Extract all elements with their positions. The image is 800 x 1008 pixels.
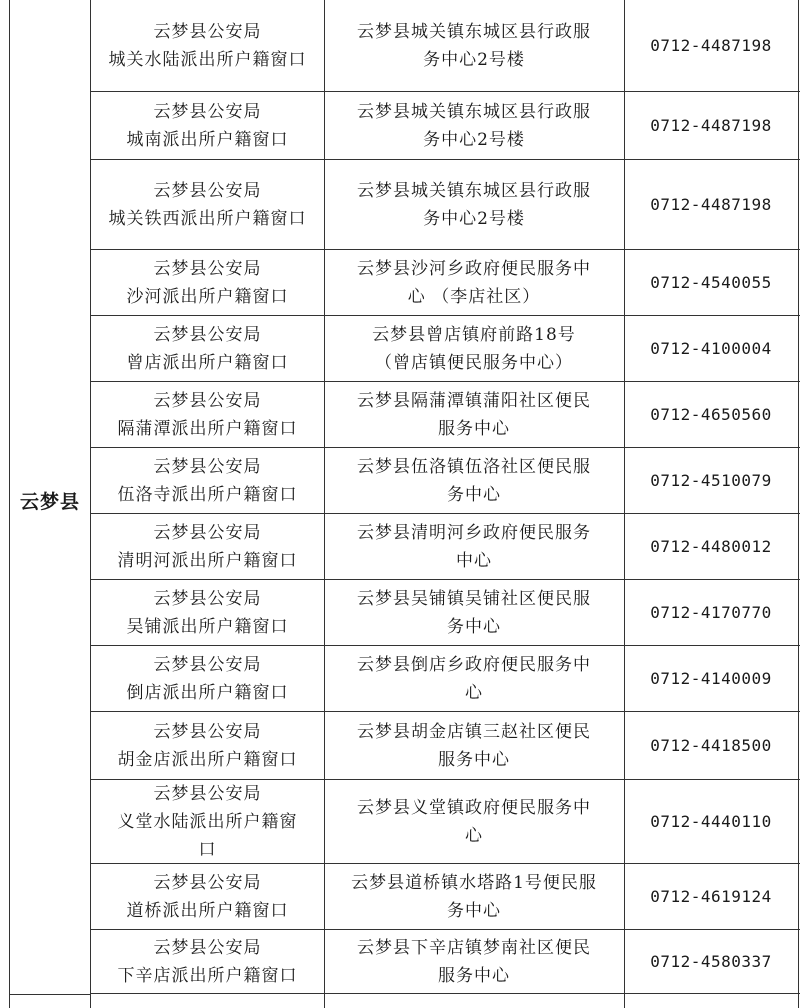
- row-divider: [90, 993, 800, 994]
- phone-cell: [624, 580, 798, 646]
- row-divider: [90, 579, 800, 580]
- table-row: [91, 780, 800, 864]
- row-divider: [90, 929, 800, 930]
- office-cell-text: 云梦县公安局 下辛店派出所户籍窗口: [117, 938, 298, 986]
- address-cell: [324, 780, 624, 864]
- row-divider: [90, 91, 800, 92]
- office-cell: [91, 514, 324, 580]
- phone-cell-text: 0712-4170770: [650, 603, 772, 622]
- phone-cell: [624, 864, 798, 930]
- table-row: [91, 250, 800, 316]
- office-cell-text: 云梦县公安局 隔蒲潭派出所户籍窗口: [117, 391, 298, 439]
- phone-cell-text: 0712-4487198: [650, 36, 772, 55]
- address-cell-text: 云梦县城关镇东城区县行政服 务中心2号楼: [357, 22, 591, 70]
- row-divider: [90, 863, 800, 864]
- row-divider: [90, 315, 800, 316]
- phone-cell-text: 0712-4487198: [650, 195, 772, 214]
- address-cell: [324, 864, 624, 930]
- office-cell: [91, 382, 324, 448]
- phone-cell: [624, 382, 798, 448]
- address-cell-text: 云梦县城关镇东城区县行政服 务中心2号楼: [357, 102, 591, 150]
- address-cell-text: 云梦县清明河乡政府便民服务 中心: [357, 523, 591, 571]
- phone-cell-text: 0712-4100004: [650, 339, 772, 358]
- address-cell-text: 云梦县下辛店镇梦南社区便民 服务中心: [357, 938, 591, 986]
- office-cell: [91, 250, 324, 316]
- phone-cell: [624, 250, 798, 316]
- phone-cell-text: 0712-4480012: [650, 537, 772, 556]
- phone-cell-text: 0712-4487198: [650, 116, 772, 135]
- office-cell: [91, 160, 324, 250]
- address-cell-text: 云梦县伍洛镇伍洛社区便民服 务中心: [357, 457, 591, 505]
- address-cell: [324, 514, 624, 580]
- office-cell: [91, 712, 324, 780]
- address-cell: [324, 712, 624, 780]
- office-cell-text: 云梦县公安局 沙河派出所户籍窗口: [126, 259, 289, 307]
- address-cell: [324, 382, 624, 448]
- phone-cell-text: 0712-4140009: [650, 669, 772, 688]
- address-cell-text: 云梦县义堂镇政府便民服务中 心: [357, 798, 591, 846]
- office-cell-text: 云梦县公安局 胡金店派出所户籍窗口: [117, 722, 298, 770]
- address-cell-text: 云梦县倒店乡政府便民服务中 心: [357, 655, 591, 703]
- office-cell: [91, 316, 324, 382]
- office-cell-text: 云梦县公安局 城关水陆派出所户籍窗口: [108, 22, 307, 70]
- address-cell-text: 云梦县吴铺镇吴铺社区便民服 务中心: [357, 589, 591, 637]
- office-cell: [91, 448, 324, 514]
- address-cell-text: 云梦县道桥镇水塔路1号便民服 务中心: [351, 873, 597, 921]
- row-divider: [90, 711, 800, 712]
- office-cell: [91, 780, 324, 864]
- phone-cell-text: 0712-4510079: [650, 471, 772, 490]
- address-cell: [324, 92, 624, 160]
- address-cell: [324, 580, 624, 646]
- address-cell: [324, 316, 624, 382]
- phone-cell: [624, 316, 798, 382]
- phone-cell: [624, 92, 798, 160]
- address-cell: [324, 930, 624, 994]
- row-divider: [90, 159, 800, 160]
- county-divider: [9, 994, 91, 995]
- phone-cell: [624, 712, 798, 780]
- address-cell-text: 云梦县城关镇东城区县行政服 务中心2号楼: [357, 181, 591, 229]
- phone-cell: [624, 160, 798, 250]
- address-cell: [324, 646, 624, 712]
- office-cell: [91, 580, 324, 646]
- table-row: [91, 580, 800, 646]
- row-divider: [90, 513, 800, 514]
- phone-cell-text: 0712-4540055: [650, 273, 772, 292]
- table-row: [91, 316, 800, 382]
- phone-cell-text: 0712-4650560: [650, 405, 772, 424]
- table-row: [91, 646, 800, 712]
- table-row: [91, 712, 800, 780]
- row-divider: [90, 381, 800, 382]
- office-cell-text: 云梦县公安局 清明河派出所户籍窗口: [117, 523, 298, 571]
- address-cell-text: 云梦县胡金店镇三赵社区便民 服务中心: [357, 722, 591, 770]
- row-divider: [90, 249, 800, 250]
- row-divider: [90, 447, 800, 448]
- address-cell-text: 云梦县沙河乡政府便民服务中 心 （李店社区）: [357, 259, 591, 307]
- phone-cell: [624, 514, 798, 580]
- office-cell-text: 云梦县公安局 义堂水陆派出所户籍窗 口: [117, 784, 298, 860]
- phone-cell-text: 0712-4418500: [650, 736, 772, 755]
- row-divider: [90, 645, 800, 646]
- phone-cell-text: 0712-4580337: [650, 952, 772, 971]
- table-row: [91, 514, 800, 580]
- office-cell: [91, 0, 324, 92]
- county-name: 云梦县: [19, 490, 80, 513]
- table-row: [91, 864, 800, 930]
- table-row: [91, 160, 800, 250]
- office-cell: [91, 646, 324, 712]
- address-cell: [324, 448, 624, 514]
- address-cell: [324, 160, 624, 250]
- office-cell: [91, 930, 324, 994]
- office-cell: [91, 864, 324, 930]
- address-cell: [324, 250, 624, 316]
- table-row: [91, 92, 800, 160]
- phone-cell: [624, 0, 798, 92]
- phone-cell: [624, 646, 798, 712]
- office-cell-text: 云梦县公安局 倒店派出所户籍窗口: [126, 655, 289, 703]
- table-row: [91, 0, 800, 92]
- phone-cell-text: 0712-4440110: [650, 812, 772, 831]
- phone-cell: [624, 448, 798, 514]
- table-row: [91, 448, 800, 514]
- address-cell-text: 云梦县隔蒲潭镇蒲阳社区便民 服务中心: [357, 391, 591, 439]
- office-cell-text: 云梦县公安局 伍洛寺派出所户籍窗口: [117, 457, 298, 505]
- row-divider: [90, 779, 800, 780]
- office-cell: [91, 92, 324, 160]
- office-cell-text: 云梦县公安局 道桥派出所户籍窗口: [126, 873, 289, 921]
- phone-cell-text: 0712-4619124: [650, 887, 772, 906]
- office-cell-text: 云梦县公安局 吴铺派出所户籍窗口: [126, 589, 289, 637]
- phone-cell: [624, 780, 798, 864]
- office-cell-text: 云梦县公安局 城南派出所户籍窗口: [126, 102, 289, 150]
- table-row: [91, 930, 800, 994]
- office-cell-text: 云梦县公安局 曾店派出所户籍窗口: [126, 325, 289, 373]
- phone-cell: [624, 930, 798, 994]
- address-cell-text: 云梦县曾店镇府前路18号 （曾店镇便民服务中心）: [372, 325, 576, 373]
- address-cell: [324, 0, 624, 92]
- office-cell-text: 云梦县公安局 城关铁西派出所户籍窗口: [108, 181, 307, 229]
- table-row: [91, 382, 800, 448]
